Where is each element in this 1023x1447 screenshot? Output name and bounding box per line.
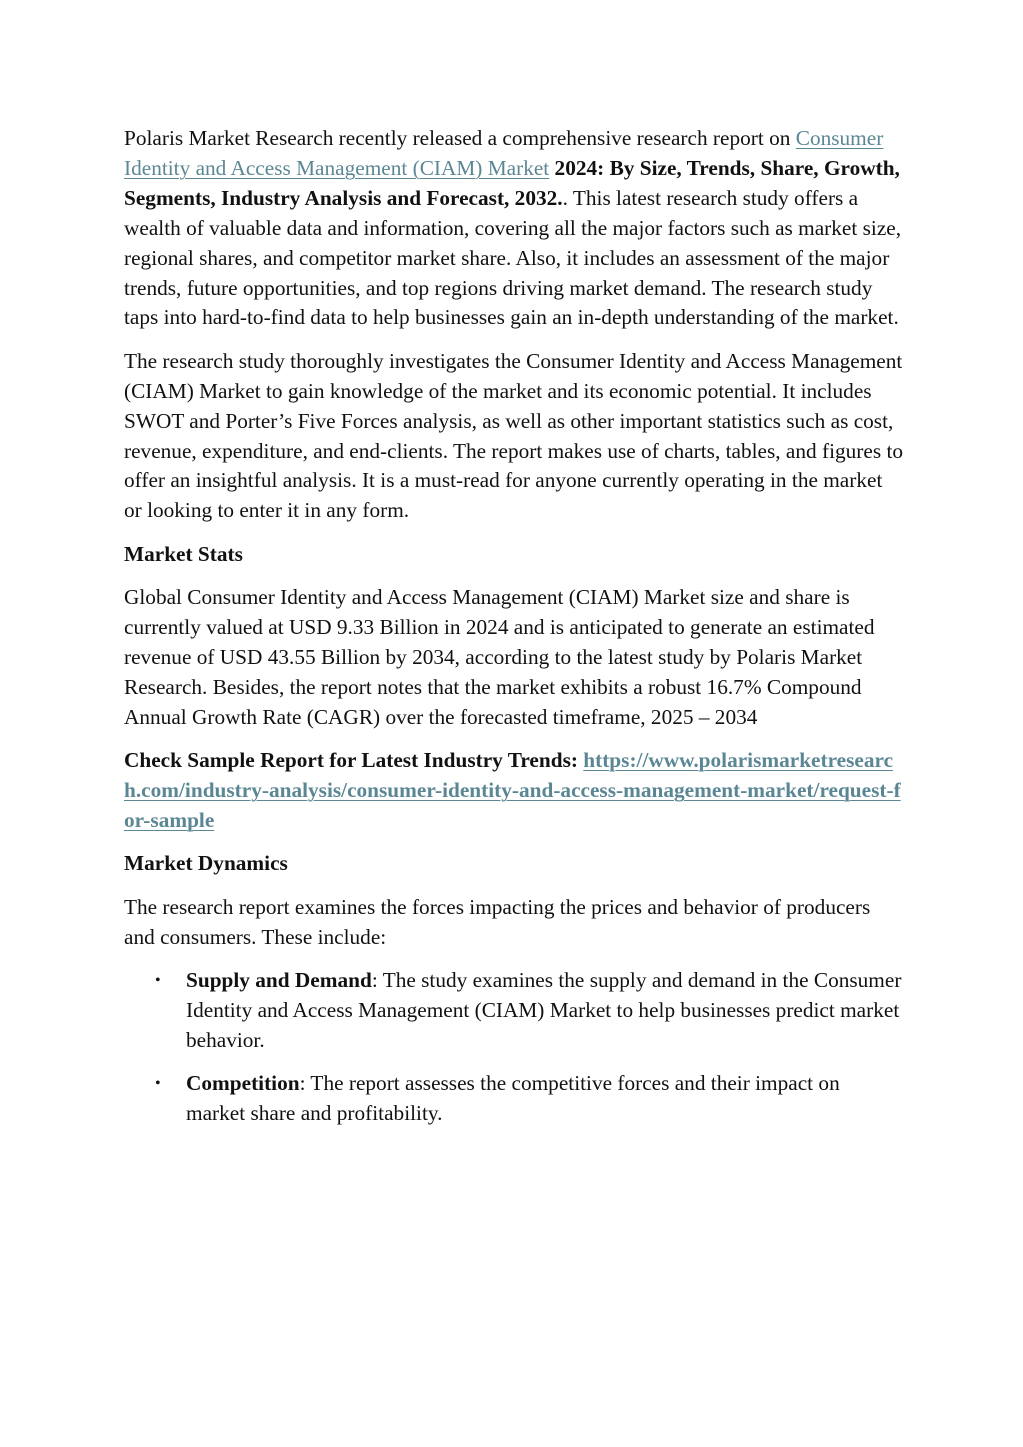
list-item — [124, 1069, 904, 1129]
sample-report-link[interactable]: https://www.polarismarketresearch.com/industry-analysis/consumer-identity-and-access-management-market/request-for-sample — [124, 748, 901, 833]
document-page — [124, 124, 904, 1143]
bullet-icon: • — [155, 1075, 161, 1093]
list-item-term: Competition — [186, 1071, 300, 1096]
intro-text-end: . This latest research study offers a wealth of valuable data and information, covering all the major factors such as market size, regional shares, and competitor market share. Also, it includes an assessment of the major trends, future opportunities, and top regions driving market demand. The research study taps into hard-to-find data to help businesses gain an in-depth understanding of the market. — [124, 185, 902, 330]
market-dynamics-heading: Market Dynamics — [124, 851, 288, 876]
study-overview-paragraph: The research study thoroughly investigates the Consumer Identity and Access Management (CIAM) Market to gain knowledge of the market and its economic potential. It includes SWOT and Porter’s Five Forces analysis, as well as other important statistics such as cost, revenue, expenditure, and end-clients. The report makes use of charts, tables, and figures to offer an insightful analysis. It is a must-read for anyone currently operating in the market or looking to enter it in any form. — [124, 348, 904, 523]
dynamics-list — [124, 966, 904, 1129]
market-stats-paragraph: Global Consumer Identity and Access Management (CIAM) Market size and share is currently valued at USD 9.33 Billion in 2024 and is anticipated to generate an estimated revenue of USD 43.55 Billion by 2034, according to the latest study by Polaris Market Research. Besides, the report notes that the market exhibits a robust 16.7% Compound Annual Growth Rate (CAGR) over the forecasted timeframe, 2025 – 2034 — [124, 585, 875, 729]
list-item-desc: : The report assesses the competitive forces and their impact on market share and profitability. — [186, 1071, 840, 1126]
market-dynamics-intro: The research report examines the forces impacting the prices and behavior of producers and consumers. These include: — [124, 894, 871, 949]
ciam-market-link[interactable]: Consumer Identity and Access Management (CIAM) Market — [124, 126, 884, 180]
sample-report-paragraph — [124, 746, 904, 836]
market-stats-heading: Market Stats — [124, 541, 243, 566]
intro-text-start: Polaris Market Research recently released a comprehensive research report on — [124, 126, 796, 150]
list-item-term: Supply and Demand — [186, 968, 372, 993]
bullet-icon: • — [155, 972, 161, 990]
list-item — [124, 966, 904, 1056]
sample-report-label: Check Sample Report for Latest Industry Trends: — [124, 748, 584, 773]
report-title-bold: 2024: By Size, Trends, Share, Growth, Segments, Industry Analysis and Forecast, 2032. — [124, 155, 900, 210]
intro-paragraph — [124, 124, 904, 333]
list-item-desc: : The study examines the supply and demand in the Consumer Identity and Access Management (CIAM) Market to help businesses predict market behavior. — [186, 968, 902, 1052]
